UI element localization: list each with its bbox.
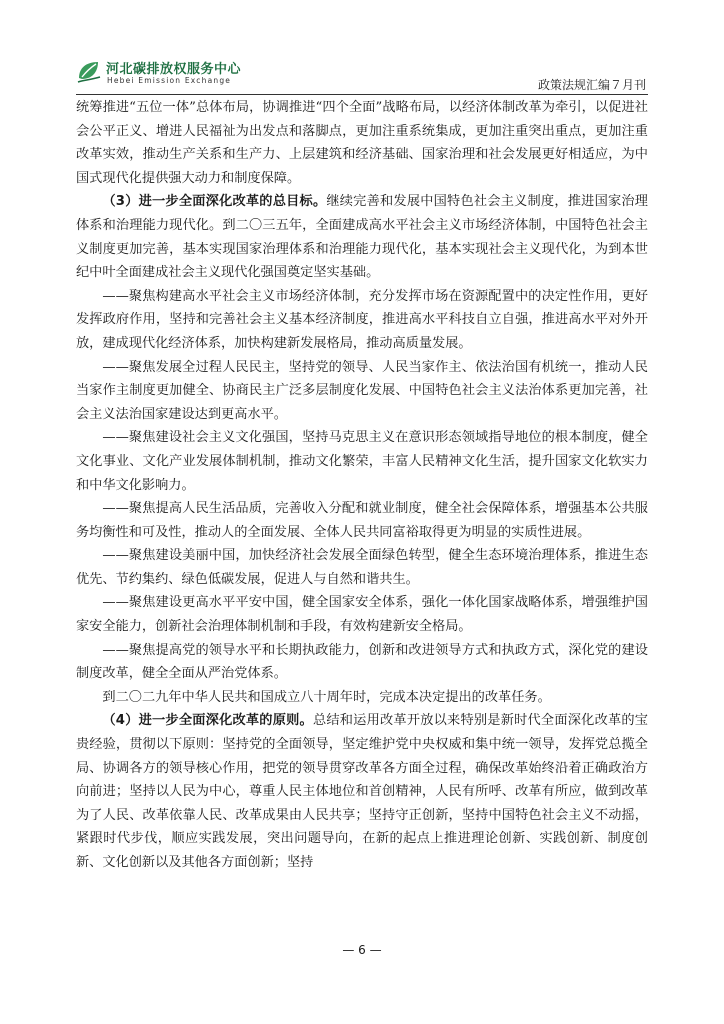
paragraph-text: ——聚焦建设美丽中国，加快经济社会发展全面绿色转型，健全生态环境治理体系，推进生态优先、节约集约、绿色低碳发展，促进人与自然和谐共生。 <box>76 548 648 587</box>
paragraph-11 <box>76 709 648 874</box>
paragraph-2 <box>76 190 648 284</box>
paragraph-text: ——聚焦提高党的领导水平和长期执政能力，创新和改进领导方式和执政方式，深化党的建设制度改革，健全全面从严治党体系。 <box>76 642 648 682</box>
paragraph-text: 继续完善和发展中国特色社会主义制度，推进国家治理体系和治理能力现代化。到二〇三五年，全面建成高水平社会主义市场经济体制，中国特色社会主义制度更加完善，基本实现国家治理体系和治理能力现代化，基本实现社会主义现代化，为到本世纪中叶全面建成社会主义现代化强国奠定坚实基础。 <box>76 194 648 281</box>
paragraph-7 <box>76 544 648 591</box>
organization-name-english: Hebei Emission Exchange <box>107 76 232 85</box>
organization-name: 河北碳排放权服务中心 <box>106 62 242 77</box>
section-heading-3: （3）进一步全面深化改革的总目标。 <box>102 194 327 210</box>
paragraph-text: ——聚焦建设更高水平平安中国，健全国家安全体系，强化一体化国家战略体系，增强维护国家安全能力，创新社会治理体制机制和手段，有效构建新安全格局。 <box>76 595 648 635</box>
paragraph-6 <box>76 497 648 544</box>
paragraph-text: ——聚焦构建高水平社会主义市场经济体制，充分发挥市场在资源配置中的决定性作用，更好发挥政府作用，坚持和完善社会主义基本经济制度，推进高水平科技自立自强，推进高水平对外开放，建成现代化经济体系，加快构建新发展格局，推动高质量发展。 <box>76 288 648 351</box>
page-header <box>76 54 648 95</box>
document-body <box>76 96 648 875</box>
publication-issue: 政策法规汇编７月刊 <box>537 78 646 92</box>
paragraph-9 <box>76 639 648 686</box>
page-number: — 6 — <box>342 943 382 957</box>
section-heading-4: （4）进一步全面深化改革的原则。 <box>102 713 313 729</box>
leaf-logo-icon <box>76 58 102 84</box>
paragraph-8 <box>76 591 648 638</box>
paragraph-5 <box>76 426 648 497</box>
paragraph-3 <box>76 285 648 356</box>
paragraph-text: ——聚焦建设社会主义文化强国，坚持马克思主义在意识形态领域指导地位的根本制度，健全文化事业、文化产业发展体制机制，推动文化繁荣，丰富人民精神文化生活，提升国家文化软实力和中华文化影响力。 <box>76 430 648 493</box>
paragraph-1 <box>76 96 648 190</box>
paragraph-10 <box>76 686 648 710</box>
paragraph-text: ——聚焦发展全过程人民民主，坚持党的领导、人民当家作主、依法治国有机统一，推动人民当家作主制度更加健全、协商民主广泛多层制度化发展、中国特色社会主义法治体系更加完善，社会主义法治国家建设达到更高水平。 <box>76 359 648 422</box>
paragraph-text: 总结和运用改革开放以来特别是新时代全面深化改革的宝贵经验，贯彻以下原则：坚持党的全面领导，坚定维护党中央权威和集中统一领导，发挥党总揽全局、协调各方的领导核心作用，把党的领导贯穿改革各方面全过程，确保改革始终沿着正确政治方向前进；坚持以人民为中心，尊重人民主体地位和首创精神，人民有所呼、改革有所应，做到改革为了人民、改革依靠人民、改革成果由人民共享；坚持守正创新，坚持中国特色社会主义不动摇，紧跟时代步伐，顺应实践发展，突出问题导向，在新的起点上推进理论创新、实践创新、制度创新、文化创新以及其他各方面创新；坚持 <box>76 713 648 870</box>
paragraph-text: 到二〇二九年中华人民共和国成立八十周年时，完成本决定提出的改革任务。 <box>102 689 551 705</box>
paragraph-text: 统筹推进“五位一体”总体布局，协调推进“四个全面”战略布局，以经济体制改革为牵引，以促进社会公平正义、增进人民福祉为出发点和落脚点，更加注重系统集成，更加注重突出重点，更加注重改革实效，推动生产关系和生产力、上层建筑和经济基础、国家治理和社会发展更好相适应，为中国式现代化提供强大动力和制度保障。 <box>76 100 648 186</box>
paragraph-4 <box>76 356 648 427</box>
paragraph-text: ——聚焦提高人民生活品质，完善收入分配和就业制度，健全社会保障体系，增强基本公共服务均衡性和可及性，推动人的全面发展、全体人民共同富裕取得更为明显的实质性进展。 <box>76 501 648 540</box>
